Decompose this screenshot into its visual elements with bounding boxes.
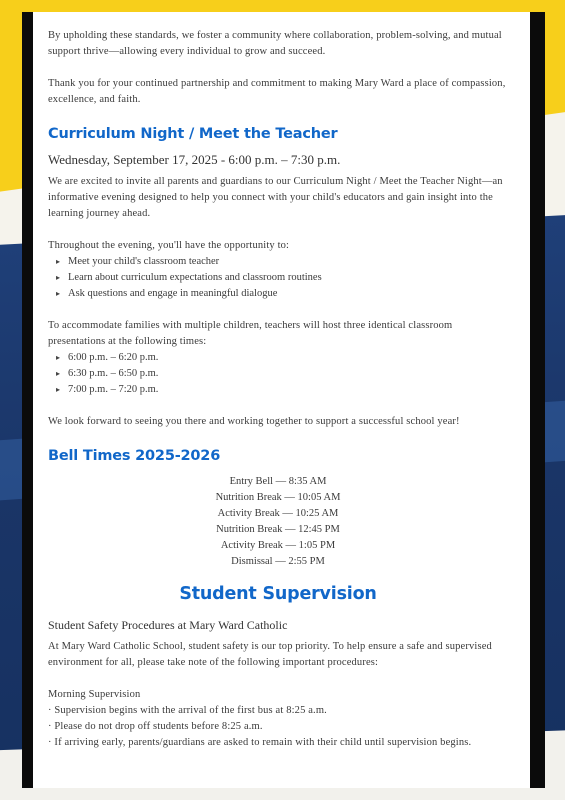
- bell-times-list: [48, 474, 508, 570]
- presentation-times-list: [48, 350, 508, 398]
- supervision-subheading: Student Safety Procedures at Mary Ward Catholic: [48, 618, 288, 632]
- list-item: Dismissal — 2:55 PM: [231, 556, 325, 567]
- supervision-paragraph: At Mary Ward Catholic School, student safety is our top priority. To help ensure a safe and supervised environment for all, please take note of the following important procedures:: [48, 641, 492, 668]
- list-item: Activity Break — 10:25 AM: [217, 508, 339, 519]
- list-item: Nutrition Break — 10:05 AM: [215, 492, 341, 503]
- curriculum-date: Wednesday, September 17, 2025 - 6:00 p.m. – 7:30 p.m.: [48, 152, 341, 167]
- list-item: · Please do not drop off students before 8:25 a.m.: [48, 721, 263, 732]
- intro-paragraph-1: By upholding these standards, we foster a community where collaboration, problem-solving, and mutual support thrive—allowing every individual to grow and succeed.: [48, 30, 502, 57]
- list-item: Nutrition Break — 12:45 PM: [216, 524, 340, 535]
- list-item: ▸ 6:00 p.m. – 6:20 p.m.: [68, 350, 508, 366]
- newsletter-content: [48, 28, 508, 751]
- intro-paragraph-2: Thank you for your continued partnership and commitment to making Mary Ward a place of compassion, excellence, and faith.: [48, 78, 506, 105]
- list-item: ▸ Meet your child's classroom teacher: [68, 254, 508, 270]
- curriculum-paragraph-1: We are excited to invite all parents and guardians to our Curriculum Night / Meet the Teacher Night—an informative evening designed to help you connect with your child's educators and gain insight into the learning journey ahead.: [48, 176, 503, 219]
- list-item: · Supervision begins with the arrival of the first bus at 8:25 a.m.: [48, 705, 327, 716]
- opportunities-list: [48, 254, 508, 302]
- list-item: Entry Bell — 8:35 AM: [229, 476, 327, 487]
- curriculum-paragraph-4: We look forward to seeing you there and working together to support a successful school year!: [48, 416, 460, 427]
- list-item: ▸ 6:30 p.m. – 6:50 p.m.: [68, 366, 508, 382]
- list-item: ▸ Learn about curriculum expectations and classroom routines: [68, 270, 508, 286]
- curriculum-paragraph-2: Throughout the evening, you'll have the opportunity to:: [48, 240, 290, 251]
- list-item: Activity Break — 1:05 PM: [220, 540, 336, 551]
- curriculum-paragraph-3: To accommodate families with multiple children, teachers will host three identical classroom presentations at the following times:: [48, 320, 453, 347]
- morning-supervision-label: Morning Supervision: [48, 689, 141, 700]
- list-item: ▸ Ask questions and engage in meaningful dialogue: [68, 286, 508, 302]
- curriculum-heading: Curriculum Night / Meet the Teacher: [48, 126, 338, 142]
- supervision-heading: Student Supervision: [179, 584, 377, 604]
- list-item: · If arriving early, parents/guardians are asked to remain with their child until supervision begins.: [48, 737, 472, 748]
- list-item: ▸ 7:00 p.m. – 7:20 p.m.: [68, 382, 508, 398]
- bell-times-heading: Bell Times 2025-2026: [48, 448, 221, 464]
